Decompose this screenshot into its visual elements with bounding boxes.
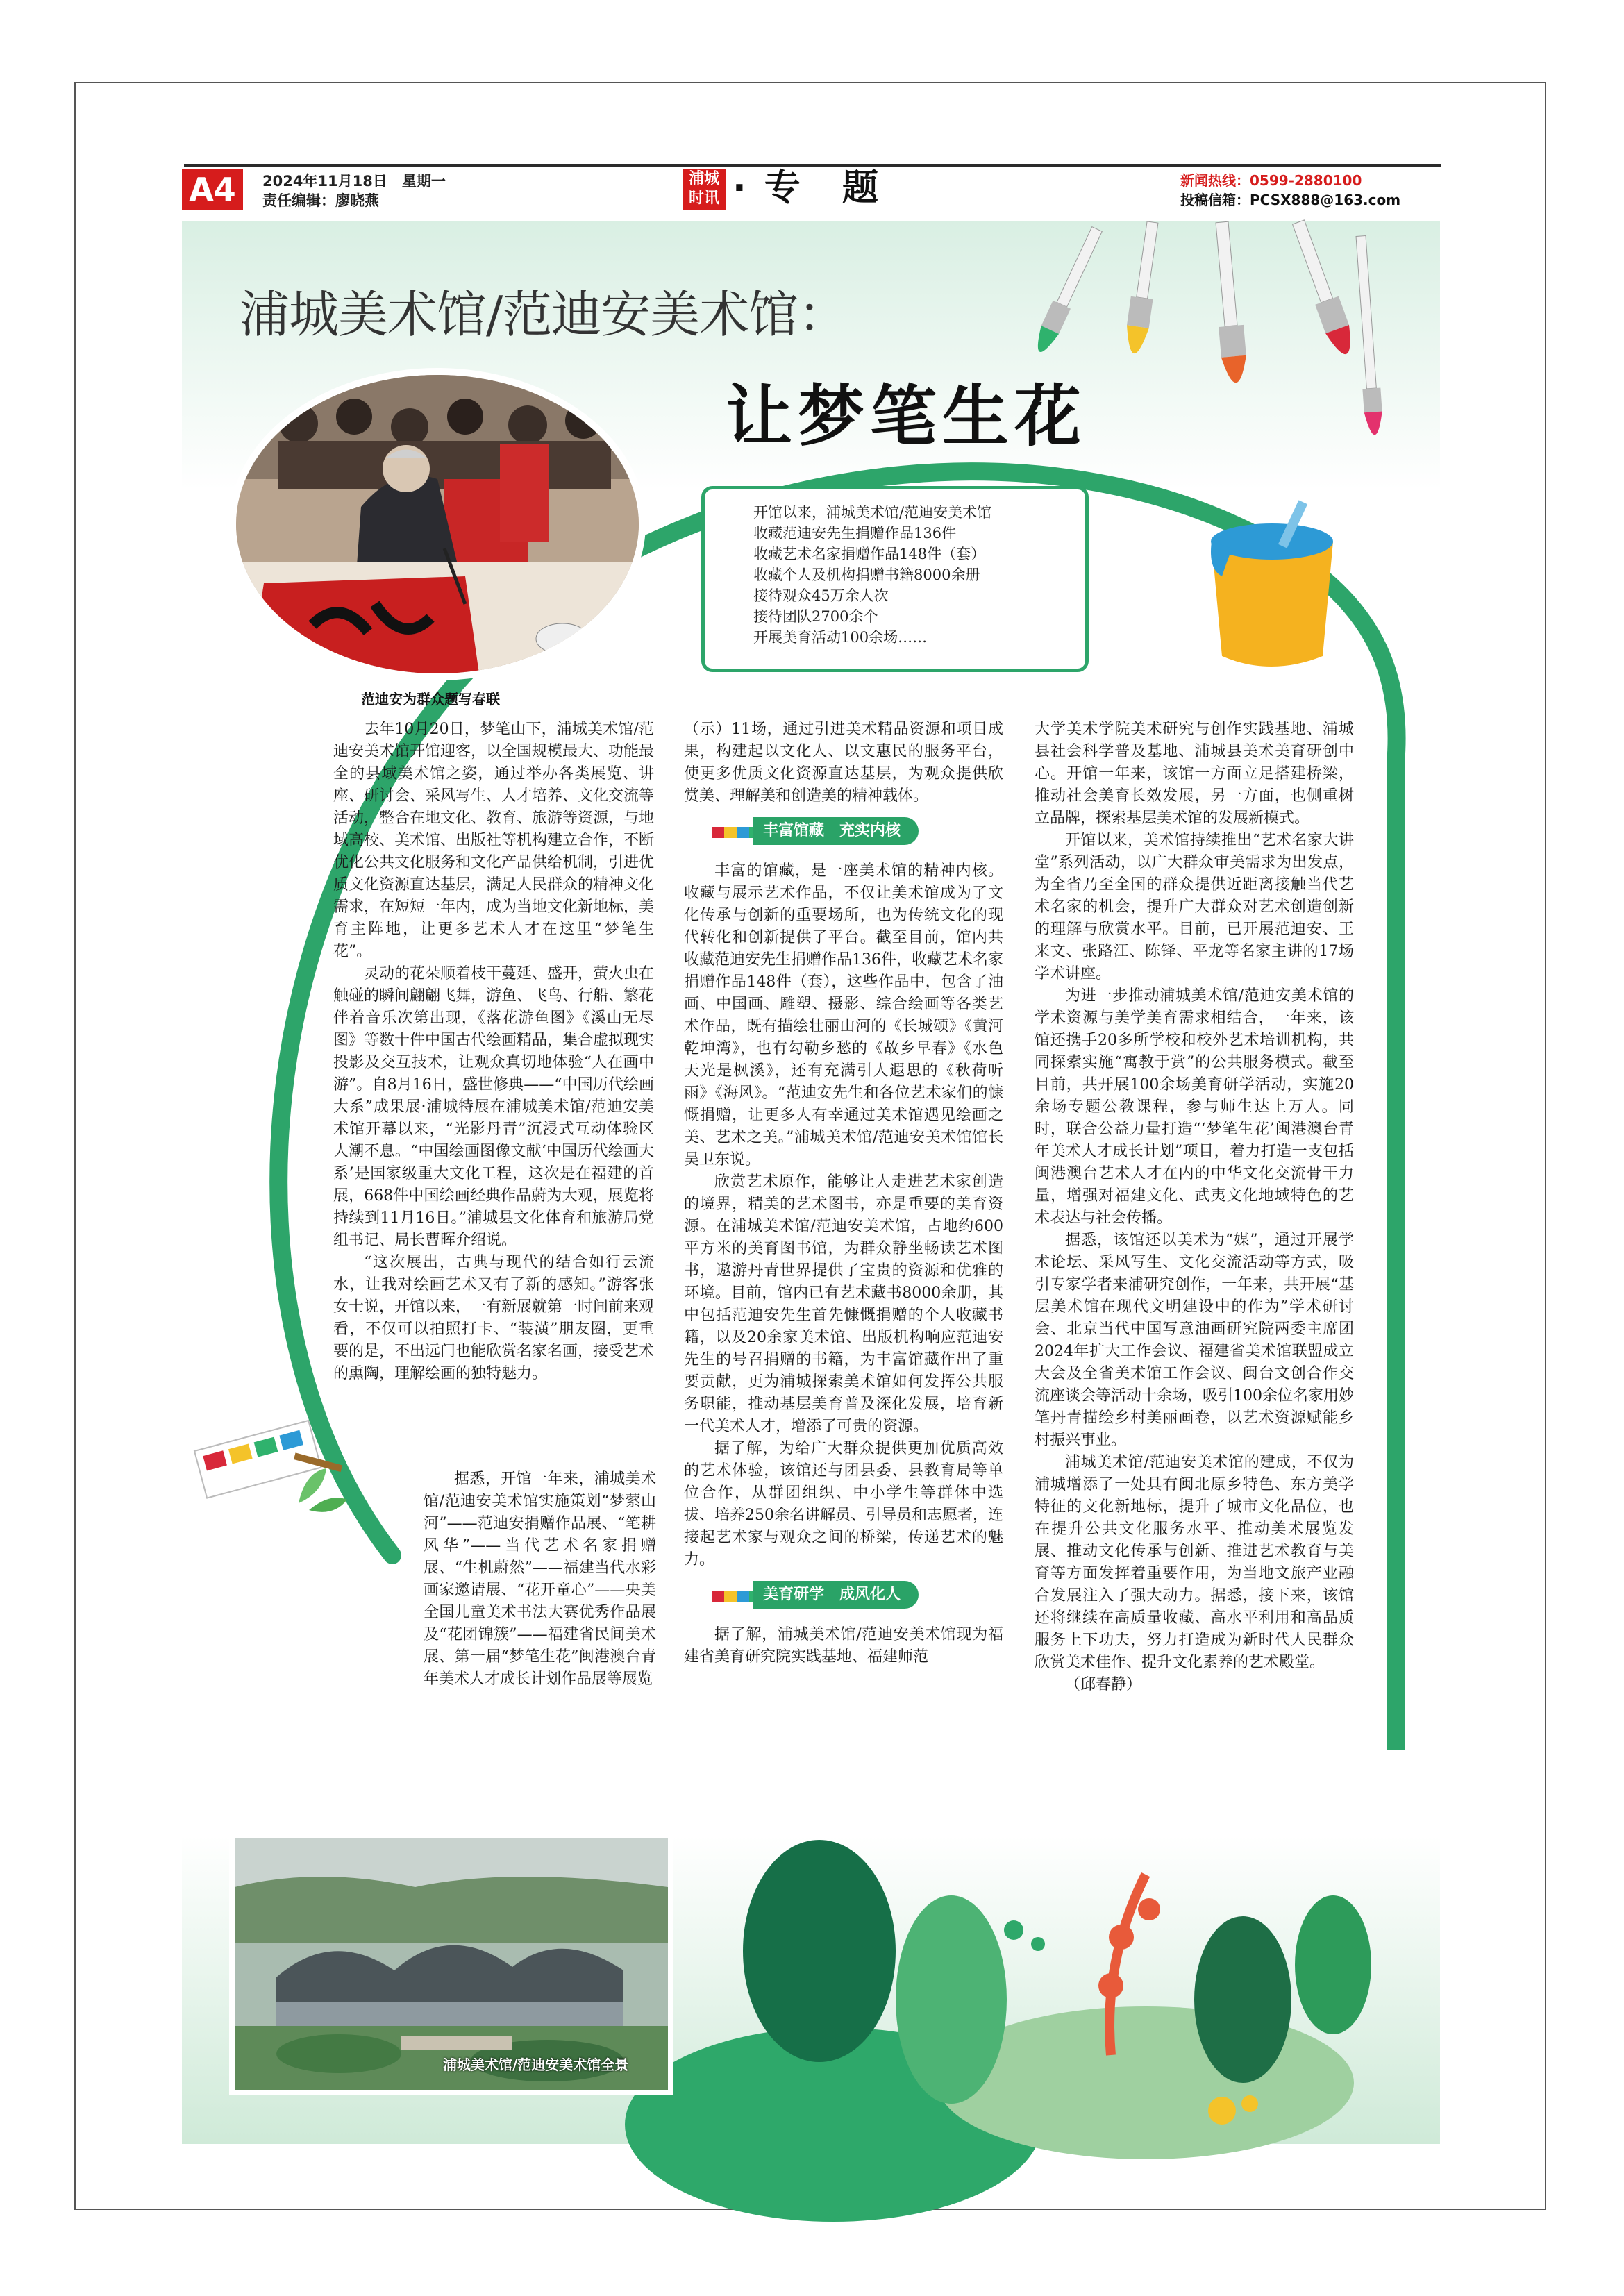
editor-credit: 责任编辑：廖晓燕 bbox=[262, 192, 379, 209]
paragraph: 丰富的馆藏，是一座美术馆的精神内核。收藏与展示艺术作品，不仅让美术馆成为了文化传承与创新的重要场所，也为传统文化的现代转化和创新提供了平台。截至目前，馆内共收藏范迪安先生捐赠作品136件，收藏艺术名家捐赠作品148件（套），这些作品中，包含了油画、中国画、雕塑、摄影、综合绘画等各类艺术作品，既有描绘壮丽山河的《长城颂》《黄河乾坤湾》，也有勾勒乡愁的《故乡早春》《水色天光是枫溪》，还有充满引人遐思的《秋荷听雨》《海风》。“范迪安先生和各位艺术家们的慷慨捐赠，让更多人有幸通过美术馆遇见绘画之美、艺术之美。”浦城美术馆/范迪安美术馆馆长吴卫东说。 bbox=[684, 862, 1003, 1168]
paragraph: 浦城美术馆/范迪安美术馆的建成，不仅为浦城增添了一处具有闽北原乡特色、东方美学特征的文化新地标，提升了城市文化品位，也在提升公共文化服务水平、推动美术展览发展、推动文化传承与创新、推进艺术教育与美育等方面发挥着重要作用，为当地文旅产业融合发展注入了强大动力。据悉，接下来，该馆还将继续在高质量收藏、高水平利用和高品质服务上下功夫，努力打造成为新时代人民群众欣赏美术佳作、提升文化素养的艺术殿堂。 bbox=[1035, 1454, 1354, 1671]
paragraph: 据悉，开馆一年来，浦城美术馆/范迪安美术馆实施策划“梦萦山河”——范迪安捐赠作品展、“笔耕风华”——当代艺术名家捐赠展、“生机蔚然”——福建当代水彩画家邀请展、“花开童心”——央美全国儿童美术书法大赛优秀作品展及“花团锦簇”——福建省民间美术展、第一届“梦笔生花”闽港澳台青年美术人才成长计划作品展等展览 bbox=[424, 1470, 656, 1688]
submission-email: 投稿信箱：PCSX888@163.com bbox=[1180, 192, 1401, 208]
stat-line: 接待团队2700余个 bbox=[753, 608, 878, 625]
stat-line: 开展美育活动100余场…… bbox=[753, 629, 928, 646]
paragraph: 欣赏艺术原作，能够让人走进艺术家创造的境界，精美的艺术图书，亦是重要的美育资源。在浦城美术馆/范迪安美术馆，占地约600平方米的美育图书馆，为群众静坐畅读艺术图书，遨游丹青世界提供了宝贵的资源和优雅的环境。目前，馆内已有艺术藏书8000余册，其中包括范迪安先生首先慷慨捐赠的个人收藏书籍，以及20余家美术馆、出版机构响应范迪安先生的号召捐赠的书籍，为丰富馆藏作出了重要贡献，更为浦城探索美术馆如何发挥公共服务职能，推动基层美育普及深化发展，培育新一代美术人才，增添了可贵的资源。 bbox=[684, 1173, 1003, 1435]
section-label: 美育研学 成风化人 bbox=[753, 1581, 919, 1609]
article-column-2 bbox=[684, 719, 1003, 1668]
paragraph: 为进一步推动浦城美术馆/范迪安美术馆的学术资源与美学美育需求相结合，一年来，该馆还携手20多所学校和校外艺术培训机构，共同探索实施“寓教于赏”的公共服务模式。截至目前，共开展100余场美育研学活动，实施20余场专题公教课程，参与师生达上万人。同时，联合公益力量打造“‘梦笔生花’闽港澳台青年美术人才成长计划”项目，着力打造一支包括闽港澳台艺术人才在内的中华文化交流骨干力量，增强对福建文化、武夷文化地域特色的艺术表达与社会传播。 bbox=[1035, 987, 1354, 1227]
section-heading-education bbox=[712, 1581, 1003, 1611]
stat-line: 收藏范迪安先生捐赠作品136件 bbox=[753, 525, 957, 542]
stat-line: 收藏个人及机构捐赠书籍8000余册 bbox=[753, 567, 980, 583]
article-column-1-continued bbox=[424, 1468, 656, 1691]
paragraph: 大学美术学院美术研究与创作实践基地、浦城县社会科学普及基地、浦城县美术美育研创中心。开馆一年来，该馆一方面立足搭建桥梁，推动社会美育长效发展，另一方面，也侧重树立品牌，探索基层美术馆的发展新模式。 bbox=[1035, 721, 1354, 827]
paragraph: 据了解，为给广大群众提供更加优质高效的艺术体验，该馆还与团县委、县教育局等单位合作，从群团组织、中小学生等群体中选拔、培养250余名讲解员、引导员和志愿者，连接起艺术家与观众之间的桥梁，传递艺术的魅力。 bbox=[684, 1440, 1003, 1568]
photo2-caption: 浦城美术馆/范迪安美术馆全景 bbox=[443, 2056, 629, 2073]
paper-logo: 浦城时讯 bbox=[683, 169, 726, 210]
paragraph: 据悉，该馆还以美术为“媒”，通过开展学术论坛、采风写生、文化交流活动等方式，吸引专家学者来浦研究创作，一年来，共开展“基层美术馆在现代文明建设中的作为”学术研讨会、北京当代中国写意油画研究院两委主席团2024年扩大工作会议、福建省美术馆联盟成立大会及全省美术馆工作会议、闽台文创合作交流座谈会等活动十余场，吸引100余位名家用妙笔丹青描绘乡村美丽画卷，以艺术资源赋能乡村振兴事业。 bbox=[1035, 1232, 1354, 1449]
paragraph: 据了解，浦城美术馆/范迪安美术馆现为福建省美育研究院实践基地、福建师范 bbox=[684, 1626, 1003, 1666]
page-number-badge: A4 bbox=[182, 169, 243, 210]
museum-scene bbox=[235, 1838, 668, 2090]
headline-main: 让梦笔生花 bbox=[726, 378, 1087, 455]
stat-line: 收藏艺术名家捐赠作品148件（套） bbox=[753, 546, 986, 562]
paragraph: 灵动的花朵顺着枝干蔓延、盛开，萤火虫在触碰的瞬间翩翩飞舞，游鱼、飞鸟、行船、繁花伴着音乐次第出现，《落花游鱼图》《溪山无尽图》等数十件中国古代绘画精品，集合虚拟现实投影及交互技术，让观众真切地体验“人在画中游”。自8月16日，盛世修典——“中国历代绘画大系”成果展·浦城特展在浦城美术馆/范迪安美术馆开幕以来，“光影丹青”沉浸式互动体验区人潮不息。“中国绘画图像文献‘中国历代绘画大系’是国家级重大文化工程，这次是在福建的首展，668件中国绘画经典作品蔚为大观，展览将持续到11月16日。”浦城县文化体育和旅游局党组书记、局长曹晖介绍说。 bbox=[333, 965, 655, 1249]
issue-date: 2024年11月18日 星期一 bbox=[262, 173, 446, 190]
stat-line: 接待观众45万余人次 bbox=[753, 587, 889, 604]
paragraph: （示）11场，通过引进美术精品资源和项目成果，构建起以文化人、以文惠民的服务平台，使更多优质文化资源直达基层，为观众提供欣赏美、理解美和创造美的精神载体。 bbox=[684, 721, 1003, 805]
calligraphy-scene bbox=[236, 375, 639, 673]
paragraph: “这次展出，古典与现代的结合如行云流水，让我对绘画艺术又有了新的感知。”游客张女士说，开馆以来，一有新展就第一时间前来观看，不仅可以拍照打卡、“装潢”朋友圈，更重要的是，不出远门也能欣赏名家名画，接受艺术的熏陶，理解绘画的独特魅力。 bbox=[333, 1254, 655, 1382]
photo1-caption: 范迪安为群众题写春联 bbox=[361, 691, 500, 707]
stats-box bbox=[701, 486, 1089, 672]
section-label: 丰富馆藏 充实内核 bbox=[753, 817, 919, 845]
section-title: · 专 题 bbox=[733, 167, 881, 209]
section-heading-collection bbox=[712, 817, 1003, 848]
article-column-3 bbox=[1035, 719, 1354, 1696]
stat-line: 开馆以来，浦城美术馆/范迪安美术馆 bbox=[753, 504, 992, 521]
article-column-1 bbox=[333, 719, 654, 1385]
calligraphy-photo bbox=[229, 368, 646, 680]
news-hotline: 新闻热线：0599-2880100 bbox=[1180, 172, 1362, 189]
foliage-illustration bbox=[625, 1840, 1371, 2222]
paragraph: 开馆以来，美术馆持续推出“艺术名家大讲堂”系列活动，以广大群众审美需求为出发点，为全省乃至全国的群众提供近距离接触当代艺术名家的机会，提升广大群众对艺术创造创新的理解与欣赏水平。目前，已开展范迪安、王来文、张路江、陈铎、平龙等名家主讲的17场学术讲座。 bbox=[1035, 832, 1354, 982]
headline-line1: 浦城美术馆/范迪安美术馆： bbox=[240, 285, 848, 344]
paragraph: 去年10月20日，梦笔山下，浦城美术馆/范迪安美术馆开馆迎客，以全国规模最大、功能最全的县域美术馆之姿，通过举办各类展览、讲座、研讨会、采风写生、人才培养、文化交流等活动，整合在地文化、教育、旅游等资源，与地域高校、美术馆、出版社等机构建立合作，不断优化公共文化服务和文化产品供给机制，引进优质文化资源直达基层，满足人民群众的精神文化需求，在短短一年内，成为当地文化新地标，美育主阵地，让更多艺术人才在这里“梦笔生花”。 bbox=[333, 721, 655, 960]
author-byline: （邱春静） bbox=[1065, 1676, 1142, 1693]
